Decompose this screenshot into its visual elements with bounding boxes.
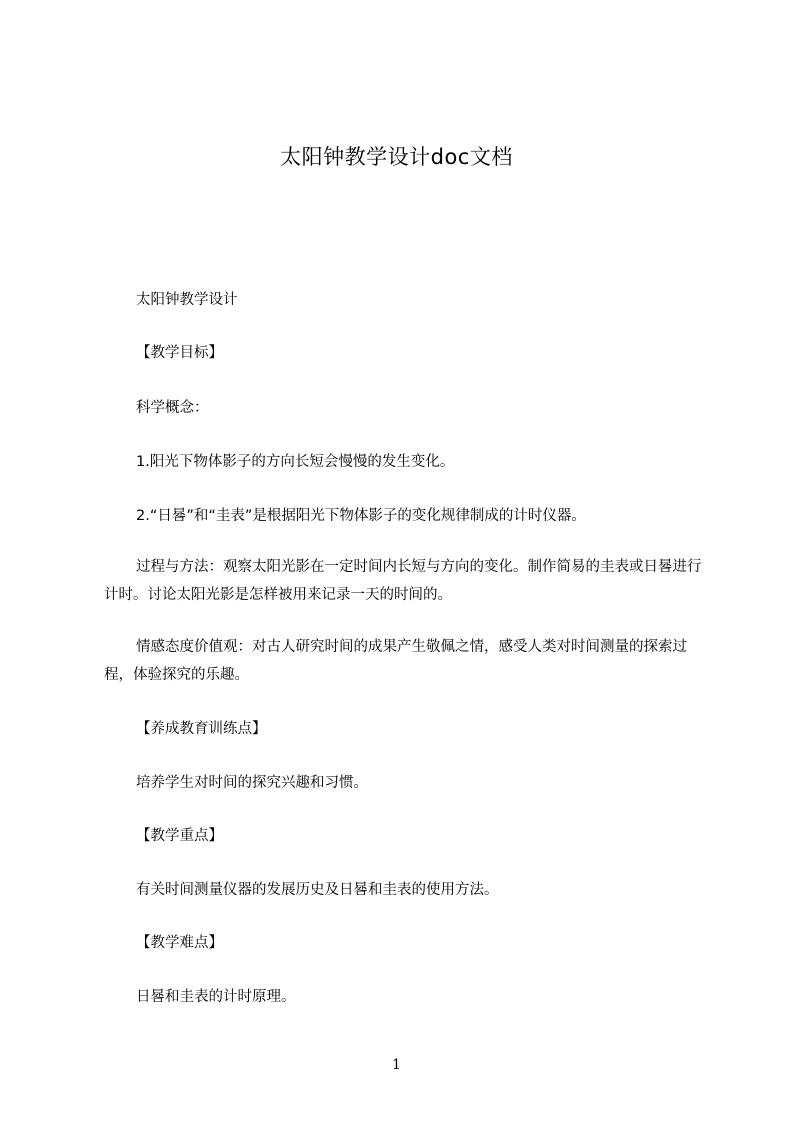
paragraph-concept-1: 1.阳光下物体影子的方向长短会慢慢的发生变化。	[136, 454, 455, 470]
paragraph-key-points: 有关时间测量仪器的发展历史及日晷和圭表的使用方法。	[136, 882, 499, 898]
paragraph-process-methods: 过程与方法：观察太阳光影在一定时间内长短与方向的变化。制作简易的圭表或日晷进行计时。讨论太阳光影是怎样被用来记录一天的时间的。	[104, 559, 702, 603]
paragraph-science-concepts: 科学概念：	[136, 400, 209, 416]
heading-teaching-goals: 【教学目标】	[136, 345, 223, 361]
heading-key-points: 【教学重点】	[136, 828, 223, 844]
document-title: 太阳钟教学设计doc文档	[280, 145, 513, 169]
paragraph-attitudes-values: 情感态度价值观：对古人研究时间的成果产生敬佩之情，感受人类对时间测量的探索过程，体验探究的乐趣。	[104, 639, 687, 683]
heading-difficulties: 【教学难点】	[136, 935, 223, 951]
paragraph-difficulties: 日晷和圭表的计时原理。	[136, 989, 296, 1005]
heading-habit-training: 【养成教育训练点】	[136, 721, 267, 737]
paragraph-habit-training: 培养学生对时间的探究兴趣和习惯。	[136, 775, 368, 791]
paragraph-subtitle: 太阳钟教学设计	[136, 292, 238, 308]
paragraph-concept-2: 2.“日晷”和“圭表”是根据阳光下物体影子的变化规律制成的计时仪器。	[136, 508, 586, 524]
page-number: 1	[392, 1057, 401, 1073]
